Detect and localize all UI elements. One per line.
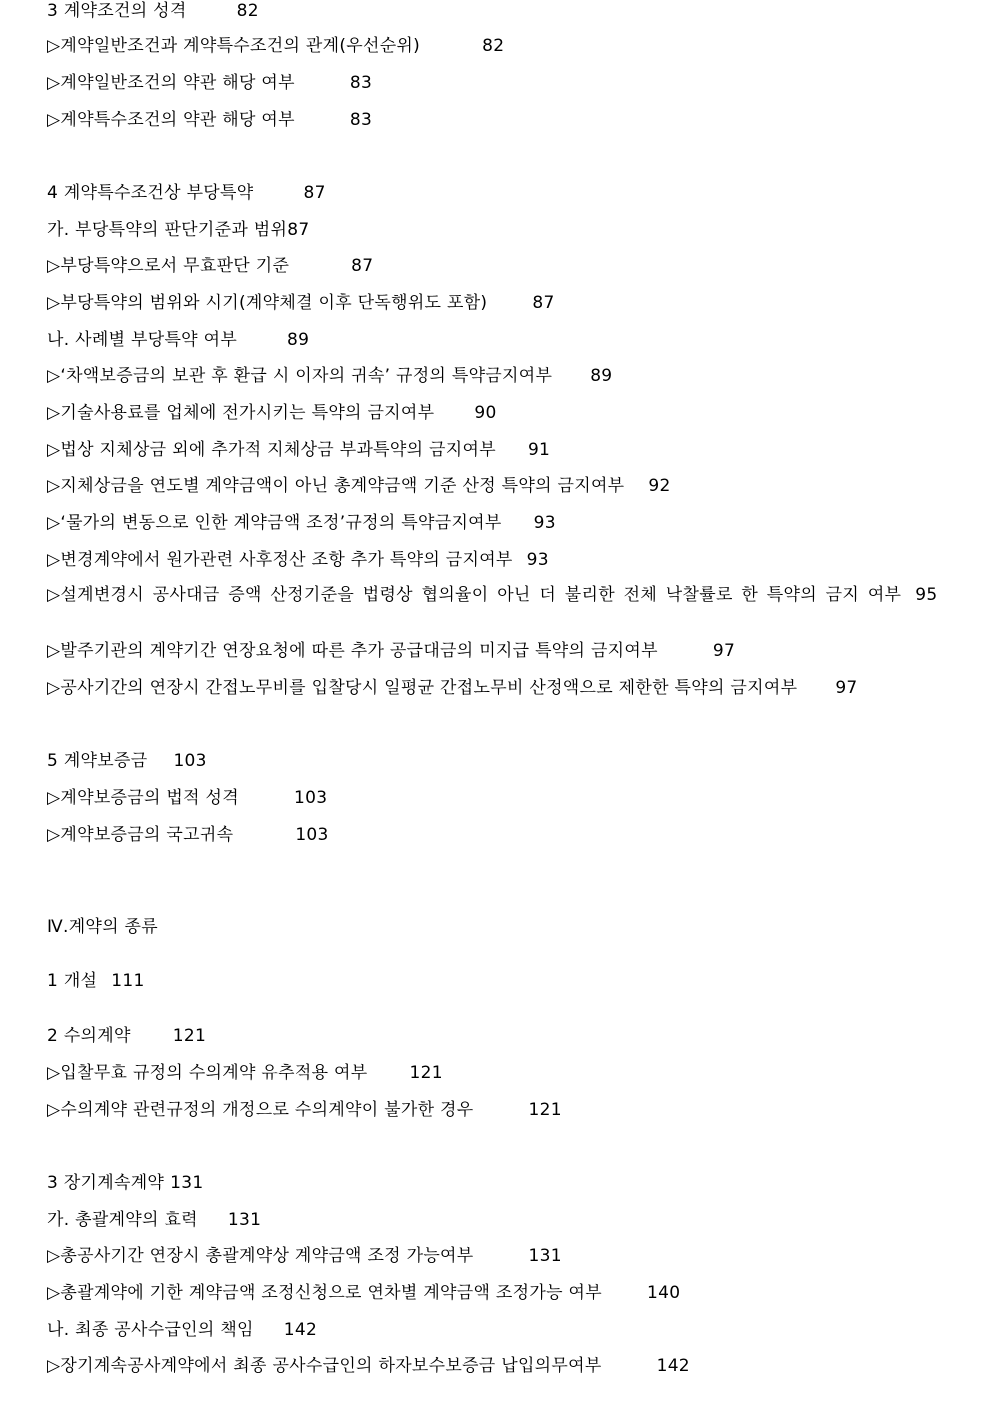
page-number: 92 xyxy=(648,476,671,496)
page-number: 142 xyxy=(656,1356,690,1376)
toc-item: ▷‘물가의 변동으로 인한 계약금액 조정’규정의 특약금지여부 93 xyxy=(47,513,556,533)
toc-item: ▷계약일반조건의 약관 해당 여부 83 xyxy=(47,73,373,93)
toc-item: ▷계약특수조건의 약관 해당 여부 83 xyxy=(47,110,373,130)
page-number: 97 xyxy=(835,678,858,698)
page-number: 97 xyxy=(712,641,736,661)
toc-heading: 1 개설 111 xyxy=(47,971,145,991)
toc-subheading: 가. 부당특약의 판단기준과 범위87 xyxy=(47,220,310,240)
page-number: 87 xyxy=(303,183,326,203)
page-number: 140 xyxy=(646,1283,681,1303)
page-number: 131 xyxy=(227,1210,262,1230)
toc-item: ▷수의계약 관련규정의 개정으로 수의계약이 불가한 경우 121 xyxy=(47,1100,562,1120)
toc-item: ▷부당특약의 범위와 시기(계약체결 이후 단독행위도 포함) 87 xyxy=(47,293,555,313)
page-number: 93 xyxy=(533,513,556,533)
toc-heading: 3 계약조건의 성격 82 xyxy=(47,1,259,21)
page-number: 103 xyxy=(173,751,207,771)
toc-subheading: 나. 최종 공사수급인의 책임 142 xyxy=(47,1320,318,1340)
page-number: 82 xyxy=(482,36,505,56)
page-number: 111 xyxy=(111,971,145,991)
page-number: 87 xyxy=(532,293,555,313)
page-number: 131 xyxy=(170,1173,204,1193)
toc-item: ▷부당특약으로서 무효판단 기준 87 xyxy=(47,256,374,276)
toc-item: ▷‘차액보증금의 보관 후 환급 시 이자의 귀속’ 규정의 특약금지여부 89 xyxy=(47,366,613,386)
page-number: 87 xyxy=(287,220,310,240)
page-number: 89 xyxy=(287,330,310,350)
toc-item: ▷계약보증금의 국고귀속 103 xyxy=(47,825,329,845)
page-number: 121 xyxy=(528,1100,562,1120)
page-number: 83 xyxy=(349,73,373,93)
toc-item: ▷변경계약에서 원가관련 사후정산 조항 추가 특약의 금지여부 93 xyxy=(47,550,549,570)
chapter-heading: Ⅳ.계약의 종류 xyxy=(47,917,159,937)
page-number: 121 xyxy=(409,1063,443,1083)
toc-heading: 2 수의계약 121 xyxy=(47,1026,207,1046)
toc-item: ▷총공사기간 연장시 총괄계약상 계약금액 조정 가능여부 131 xyxy=(47,1246,562,1266)
page-number: 89 xyxy=(590,366,613,386)
page-number: 121 xyxy=(172,1026,207,1046)
page-number: 82 xyxy=(236,1,259,21)
page-number: 87 xyxy=(351,256,374,276)
toc-item: ▷총괄계약에 기한 계약금액 조정신청으로 연차별 계약금액 조정가능 여부 140 xyxy=(47,1283,681,1303)
page-number: 142 xyxy=(283,1320,318,1340)
toc-item: ▷장기계속공사계약에서 최종 공사수급인의 하자보수보증금 납입의무여부 142 xyxy=(47,1356,690,1376)
toc-subheading: 가. 총괄계약의 효력 131 xyxy=(47,1210,262,1230)
toc-heading: 4 계약특수조건상 부당특약 87 xyxy=(47,183,326,203)
page-number: 90 xyxy=(474,403,497,423)
page-number: 95 xyxy=(915,585,938,605)
toc-heading: 5 계약보증금 103 xyxy=(47,751,207,771)
page-number: 83 xyxy=(349,110,373,130)
toc-item: ▷설계변경시 공사대금 증액 산정기준을 법령상 협의율이 아닌 더 불리한 전체 낙찰률로 한 특약의 금지 여부 95 xyxy=(47,585,938,605)
page-number: 131 xyxy=(528,1246,562,1266)
toc-item: ▷법상 지체상금 외에 추가적 지체상금 부과특약의 금지여부 91 xyxy=(47,440,551,460)
toc-heading: 3 장기계속계약 131 xyxy=(47,1173,204,1193)
toc-item: ▷계약일반조건과 계약특수조건의 관계(우선순위) 82 xyxy=(47,36,505,56)
page-number: 103 xyxy=(295,825,329,845)
toc-item: ▷계약보증금의 법적 성격 103 xyxy=(47,788,328,808)
page-number: 91 xyxy=(527,440,551,460)
toc-item: ▷공사기간의 연장시 간접노무비를 입찰당시 일평균 간접노무비 산정액으로 제한한 특약의 금지여부 97 xyxy=(47,678,858,698)
toc-subheading: 나. 사례별 부당특약 여부 89 xyxy=(47,330,310,350)
toc-item: ▷입찰무효 규정의 수의계약 유추적용 여부 121 xyxy=(47,1063,443,1083)
page-number: 93 xyxy=(526,550,549,570)
toc-item: ▷기술사용료를 업체에 전가시키는 특약의 금지여부 90 xyxy=(47,403,497,423)
toc-item: ▷발주기관의 계약기간 연장요청에 따른 추가 공급대금의 미지급 특약의 금지여부 97 xyxy=(47,641,736,661)
page-number: 103 xyxy=(294,788,328,808)
toc-item: ▷지체상금을 연도별 계약금액이 아닌 총계약금액 기준 산정 특약의 금지여부 92 xyxy=(47,476,671,496)
